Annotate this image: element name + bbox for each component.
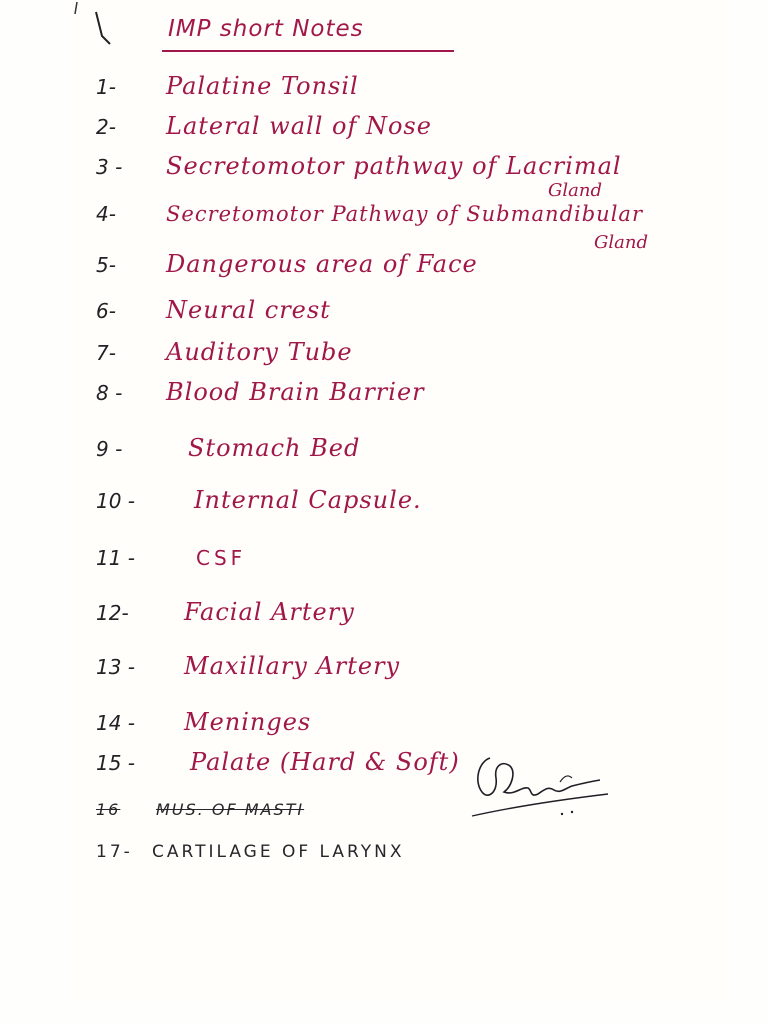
item-text: CARTILAGE OF LARYNX (152, 842, 405, 862)
list-item (96, 250, 478, 278)
signature-icon (468, 752, 618, 832)
item-text: MUS. OF MASTI (156, 800, 305, 819)
list-item (96, 598, 355, 626)
item-number: 8 - (96, 381, 123, 405)
item-note: Gland (594, 232, 648, 253)
item-text: CSF (196, 546, 247, 570)
item-number: 5- (96, 253, 116, 277)
list-item (96, 152, 622, 180)
item-text: Blood Brain Barrier (166, 378, 425, 406)
page-title: IMP short Notes (168, 16, 364, 42)
item-number: 6- (96, 299, 116, 323)
item-text: Internal Capsule. (194, 486, 422, 514)
list-item (96, 378, 425, 406)
list-item (96, 486, 422, 514)
list-item (96, 296, 331, 324)
item-number: 9 - (96, 437, 123, 461)
item-text: Dangerous area of Face (166, 250, 478, 278)
list-item (96, 72, 359, 100)
item-text: Palatine Tonsil (166, 72, 359, 100)
checkmark-icon (72, 0, 132, 50)
item-number: 16 (96, 800, 121, 819)
list-item (96, 338, 353, 366)
list-item (96, 434, 360, 462)
item-text: Auditory Tube (166, 338, 353, 366)
item-number: 4- (96, 202, 116, 226)
item-number: 15 - (96, 751, 136, 775)
item-text: Palate (Hard & Soft) (190, 748, 460, 776)
item-note: Gland (548, 180, 602, 201)
item-number: 10 - (96, 489, 136, 513)
list-item-struck (96, 800, 304, 819)
item-number: 2- (96, 115, 116, 139)
item-number: 13 - (96, 655, 136, 679)
list-item (96, 842, 405, 862)
list-item (96, 112, 432, 140)
item-text: Meninges (184, 708, 312, 736)
item-text: Maxillary Artery (184, 652, 401, 680)
item-number: 3 - (96, 155, 123, 179)
item-number: 12- (96, 601, 129, 625)
item-text: Neural crest (166, 296, 331, 324)
item-text: Lateral wall of Nose (166, 112, 432, 140)
item-text: Secretomotor Pathway of Submandibular (166, 202, 643, 226)
list-item (96, 652, 400, 680)
list-item (96, 748, 460, 776)
item-text: Stomach Bed (188, 434, 361, 462)
item-text: Facial Artery (184, 598, 355, 626)
item-text: Secretomotor pathway of Lacrimal (166, 152, 622, 180)
item-number: 17- (96, 842, 133, 862)
item-number: 14 - (96, 711, 136, 735)
item-number: 1- (96, 75, 116, 99)
item-number: 11 - (96, 546, 136, 570)
list-item (96, 202, 643, 226)
item-number: 7- (96, 341, 116, 365)
title-underline (162, 50, 454, 52)
list-item (96, 708, 311, 736)
list-item (96, 546, 246, 570)
